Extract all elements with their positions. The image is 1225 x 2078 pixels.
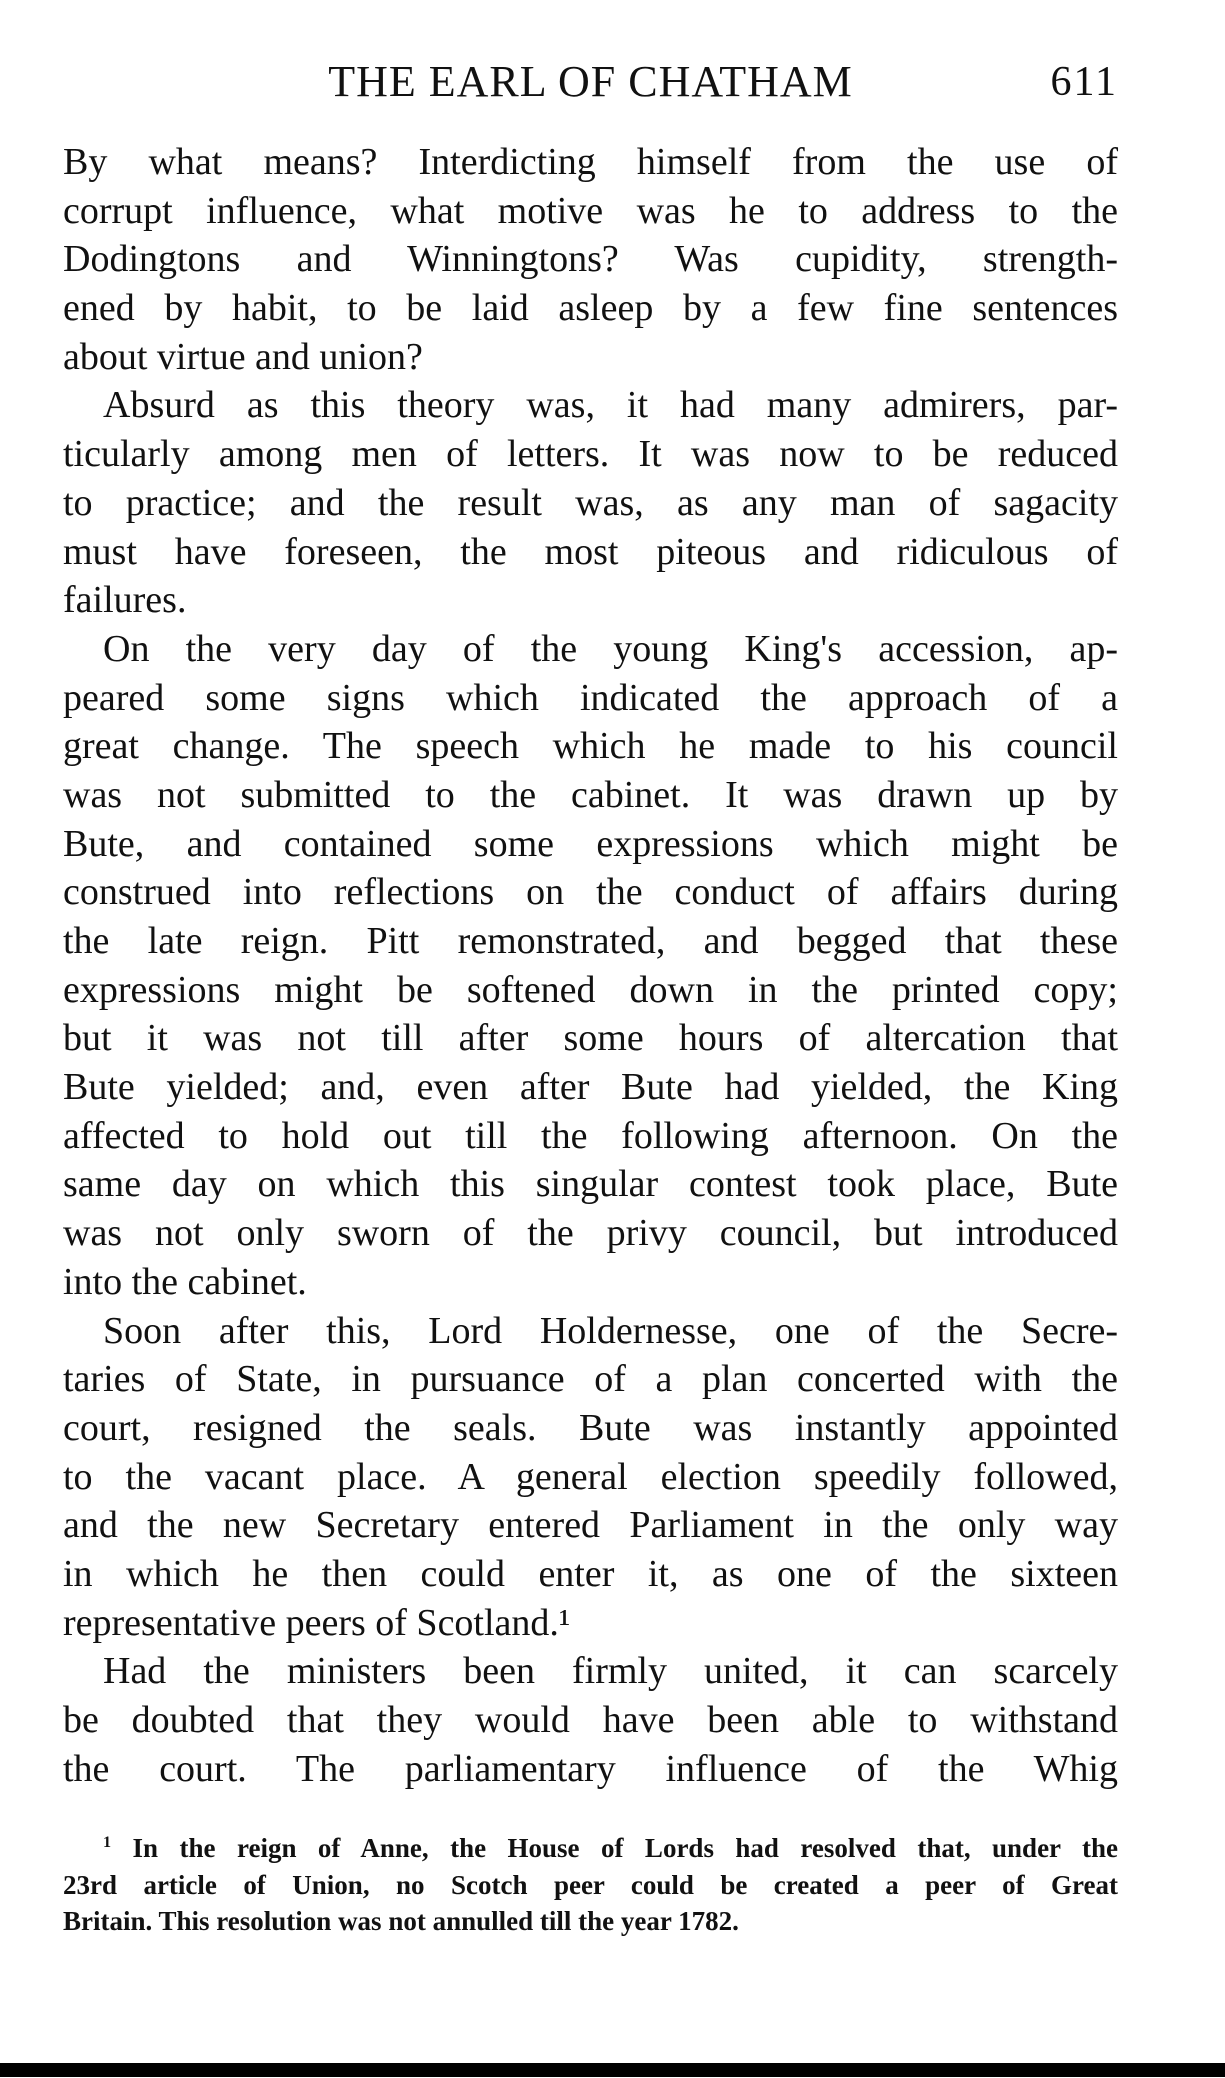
text-line: Bute, and contained some expressions which might be <box>63 822 1118 865</box>
text-line: Dodingtons and Winningtons? Was cupidity, strength- <box>63 238 1118 281</box>
text-line: Soon after this, Lord Holdernesse, one of the Secre- <box>103 1309 1118 1352</box>
paragraph <box>63 381 1118 624</box>
text-line: Absurd as this theory was, it had many admirers, par- <box>103 384 1118 427</box>
text-line: peared some signs which indicated the approach of a <box>63 676 1118 719</box>
text-line: to the vacant place. A general election speedily followed, <box>63 1455 1118 1498</box>
footnote-line: 23rd article of Union, no Scotch peer could be created a peer of Great <box>63 1869 1118 1900</box>
text-line: must have foreseen, the most piteous and ridiculous of <box>63 530 1118 573</box>
text-line: ticularly among men of letters. It was now to be reduced <box>63 433 1118 476</box>
text-line: great change. The speech which he made to his council <box>63 725 1118 768</box>
footnote-line: $^1$ In the reign of Anne, the House of Lords had resolved that, under the <box>103 1833 1118 1863</box>
footnote-line: Britain. This resolution was not annulled till the year 1782. <box>63 1906 739 1937</box>
footnote-marker: 1 <box>103 1833 112 1851</box>
text-line: in which he then could enter it, as one of the sixteen <box>63 1552 1118 1595</box>
running-header <box>63 56 1118 112</box>
text-line: same day on which this singular contest took place, Bute <box>63 1163 1118 1206</box>
text-line: to practice; and the result was, as any man of sagacity <box>63 481 1118 524</box>
text-line: the late reign. Pitt remonstrated, and begged that these <box>63 920 1118 962</box>
text-line: On the very day of the young King's accession, ap- <box>103 627 1118 670</box>
text-line: By what means? Interdicting himself from the use of <box>63 141 1118 183</box>
text-line: and the new Secretary entered Parliament in the only way <box>63 1504 1118 1547</box>
paragraph <box>63 138 1118 381</box>
running-title: THE EARL OF CHATHAM <box>328 57 853 106</box>
text-line: corrupt influence, what motive was he to address to the <box>63 189 1118 232</box>
paragraph <box>63 625 1118 1307</box>
paragraph <box>63 1307 1118 1648</box>
text-line: affected to hold out till the following afternoon. On the <box>63 1114 1118 1157</box>
text-line: representative peers of Scotland.¹ <box>63 1601 571 1644</box>
text-line: was not submitted to the cabinet. It was drawn up by <box>63 773 1118 816</box>
text-line: about virtue and union? <box>63 335 423 378</box>
page-edge-rule <box>0 2063 1225 2077</box>
text-line: the court. The parliamentary influence of the Whig <box>63 1747 1118 1790</box>
text-line: Had the ministers been firmly united, it can scarcely <box>103 1650 1118 1693</box>
text-line: court, resigned the seals. Bute was instantly appointed <box>63 1406 1118 1449</box>
text-line: but it was not till after some hours of altercation that <box>63 1017 1118 1060</box>
text-line: failures. <box>63 579 187 622</box>
paragraph <box>63 1647 1118 1793</box>
body-text <box>63 138 1118 1793</box>
text-line: ened by habit, to be laid asleep by a few fine sentences <box>63 287 1118 330</box>
text-line: into the cabinet. <box>63 1260 307 1303</box>
text-line: was not only sworn of the privy council, but introduced <box>63 1212 1118 1255</box>
page-number: 611 <box>1050 59 1118 105</box>
text-line: be doubted that they would have been able to withstand <box>63 1699 1118 1741</box>
text-line: Bute yielded; and, even after Bute had yielded, the King <box>63 1066 1118 1109</box>
text-line: taries of State, in pursuance of a plan concerted with the <box>63 1358 1118 1401</box>
text-line: construed into reflections on the conduct of affairs during <box>63 871 1118 914</box>
footnotes <box>63 1830 1118 1940</box>
text-line: expressions might be softened down in the printed copy; <box>63 968 1118 1011</box>
